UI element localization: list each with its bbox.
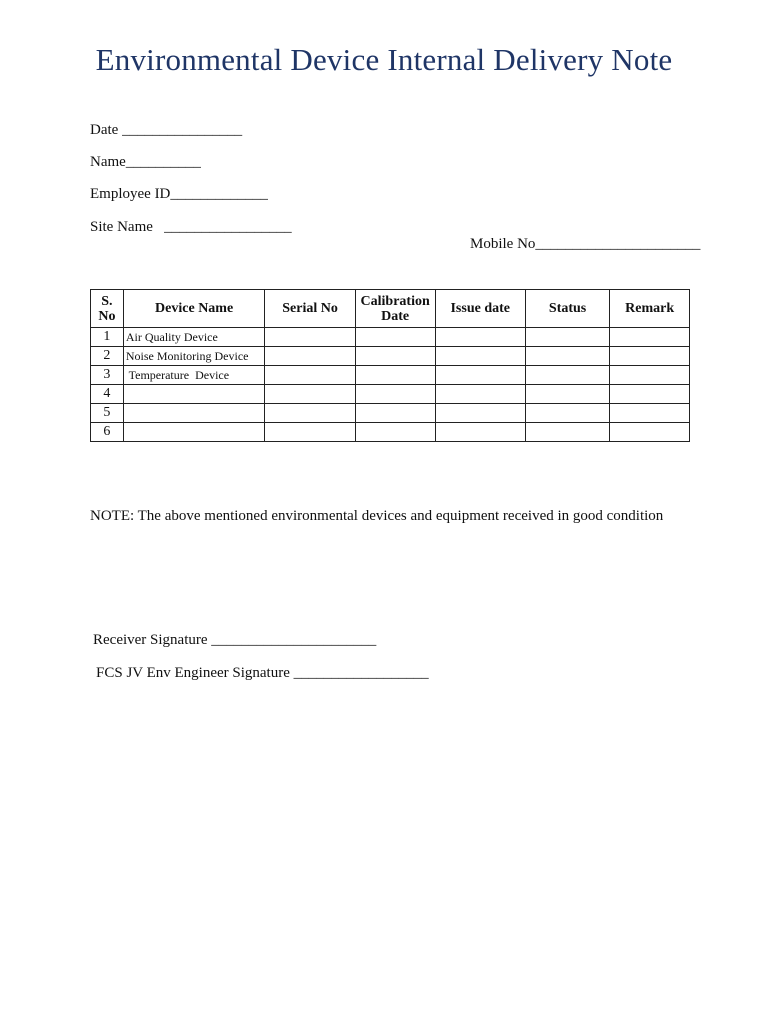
row-calibration-date [355, 404, 435, 423]
row-remark [610, 385, 690, 404]
row-calibration-date [355, 366, 435, 385]
row-calibration-date [355, 385, 435, 404]
header-sno: S. No [91, 290, 124, 328]
table-row [91, 366, 690, 385]
row-device-name: Temperature Device [123, 366, 265, 385]
row-device-name [123, 423, 265, 442]
site-name-field: Site Name _________________ [90, 219, 292, 235]
row-issue-date [435, 404, 525, 423]
receiver-signature-field: Receiver Signature ______________________ [93, 632, 377, 648]
condition-note: NOTE: The above mentioned environmental devices and equipment received in good condition [90, 508, 664, 524]
row-device-name: Noise Monitoring Device [123, 347, 265, 366]
date-field: Date ________________ [90, 122, 243, 138]
row-device-name: Air Quality Device [123, 328, 265, 347]
header-status: Status [525, 290, 609, 328]
row-sno: 1 [91, 328, 124, 347]
header-issue-date: Issue date [435, 290, 525, 328]
row-status [525, 385, 609, 404]
row-issue-date [435, 347, 525, 366]
row-status [525, 404, 609, 423]
table-row [91, 404, 690, 423]
table-header-row [91, 290, 690, 328]
engineer-signature-field: FCS JV Env Engineer Signature __________________ [96, 665, 429, 681]
employee-id-field: Employee ID_____________ [90, 186, 268, 202]
row-issue-date [435, 328, 525, 347]
row-serial-no [265, 404, 355, 423]
row-sno: 2 [91, 347, 124, 366]
header-remark: Remark [610, 290, 690, 328]
row-remark [610, 404, 690, 423]
row-serial-no [265, 366, 355, 385]
table-row [91, 328, 690, 347]
device-table [90, 289, 690, 442]
header-device-name: Device Name [123, 290, 265, 328]
header-serial-no: Serial No [265, 290, 355, 328]
row-sno: 6 [91, 423, 124, 442]
row-device-name [123, 404, 265, 423]
row-sno: 3 [91, 366, 124, 385]
mobile-no-field: Mobile No______________________ [470, 236, 701, 252]
row-status [525, 328, 609, 347]
table-row [91, 385, 690, 404]
row-remark [610, 423, 690, 442]
row-remark [610, 328, 690, 347]
row-calibration-date [355, 328, 435, 347]
row-issue-date [435, 385, 525, 404]
document-title: Environmental Device Internal Delivery Note [95, 42, 673, 77]
row-calibration-date [355, 347, 435, 366]
table-row [91, 347, 690, 366]
row-serial-no [265, 423, 355, 442]
row-status [525, 423, 609, 442]
name-field: Name__________ [90, 154, 201, 170]
header-calibration-date: Calibration Date [355, 290, 435, 328]
row-calibration-date [355, 423, 435, 442]
row-status [525, 347, 609, 366]
row-serial-no [265, 328, 355, 347]
row-sno: 4 [91, 385, 124, 404]
row-remark [610, 366, 690, 385]
row-sno: 5 [91, 404, 124, 423]
row-remark [610, 347, 690, 366]
row-device-name [123, 385, 265, 404]
row-serial-no [265, 385, 355, 404]
row-issue-date [435, 423, 525, 442]
row-serial-no [265, 347, 355, 366]
table-row [91, 423, 690, 442]
row-status [525, 366, 609, 385]
row-issue-date [435, 366, 525, 385]
